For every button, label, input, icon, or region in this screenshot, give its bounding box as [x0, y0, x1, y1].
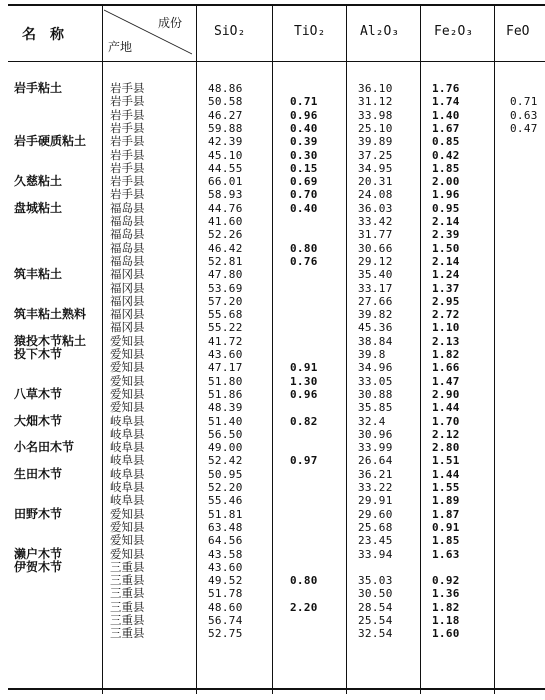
al2o3-cell: 33.98 [358, 108, 393, 122]
header-sio2: SiO₂ [214, 24, 246, 39]
origin-cell: 爱知县 [110, 333, 145, 348]
origin-cell: 三重县 [110, 613, 145, 627]
al2o3-cell: 37.25 [358, 148, 393, 162]
table-row [8, 521, 545, 534]
table-row [8, 162, 545, 175]
sio2-cell: 64.56 [208, 534, 243, 548]
fe2o3-cell: 1.74 [432, 95, 460, 109]
tio2-cell: 0.40 [290, 121, 318, 135]
al2o3-cell: 33.99 [358, 441, 393, 455]
header-component: 成份 [158, 16, 183, 30]
origin-cell: 爱知县 [110, 360, 145, 375]
table-row [8, 508, 545, 521]
al2o3-cell: 45.36 [358, 321, 393, 335]
tio2-cell: 1.30 [290, 374, 318, 388]
sio2-cell: 52.81 [208, 254, 243, 268]
fe2o3-cell: 1.76 [432, 82, 460, 95]
sio2-cell: 55.68 [208, 308, 243, 322]
origin-cell: 岐阜县 [110, 480, 145, 494]
fe2o3-cell: 1.87 [432, 507, 460, 521]
sio2-cell: 57.20 [208, 294, 243, 308]
al2o3-cell: 39.8 [358, 348, 386, 361]
fe2o3-cell: 2.90 [432, 387, 460, 401]
tio2-cell: 0.39 [290, 135, 318, 149]
sio2-cell: 63.48 [208, 520, 243, 534]
al2o3-cell: 23.45 [358, 534, 393, 548]
al2o3-cell: 36.03 [358, 201, 393, 215]
fe2o3-cell: 1.50 [432, 241, 460, 255]
al2o3-cell: 29.60 [358, 507, 393, 521]
al2o3-cell: 30.66 [358, 241, 393, 255]
al2o3-cell: 33.22 [358, 481, 393, 494]
sio2-cell: 52.42 [208, 454, 243, 468]
fe2o3-cell: 1.96 [432, 188, 460, 202]
table-row [8, 122, 545, 135]
sio2-cell: 51.78 [208, 587, 243, 601]
fe2o3-cell: 1.63 [432, 547, 460, 561]
table-row [8, 215, 545, 228]
al2o3-cell: 33.05 [358, 374, 393, 388]
name-cell: 筑丰粘土熟料 [14, 307, 87, 322]
origin-cell: 岩手县 [110, 160, 145, 175]
table-row [8, 481, 545, 494]
origin-cell: 岐阜县 [110, 493, 145, 508]
sio2-cell: 46.42 [208, 241, 243, 255]
sio2-cell: 44.55 [208, 161, 243, 175]
fe2o3-cell: 1.24 [432, 268, 460, 282]
origin-cell: 三重县 [110, 586, 145, 601]
header-origin: 产地 [108, 40, 133, 54]
fe2o3-cell: 1.70 [432, 414, 460, 428]
name-cell: 濑户木节 [14, 546, 63, 561]
fe2o3-cell: 2.00 [432, 175, 460, 189]
al2o3-cell: 26.64 [358, 454, 393, 468]
al2o3-cell: 33.94 [358, 547, 393, 561]
feo-cell: 0.71 [510, 95, 538, 109]
al2o3-cell: 30.50 [358, 587, 393, 601]
name-cell: 筑丰粘土 [14, 267, 63, 282]
sio2-cell: 53.69 [208, 281, 243, 295]
origin-cell: 三重县 [110, 626, 145, 641]
origin-cell: 岐阜县 [110, 440, 145, 455]
fe2o3-cell: 0.91 [432, 520, 460, 534]
tio2-cell: 0.97 [290, 454, 318, 468]
al2o3-cell: 32.4 [358, 414, 386, 428]
origin-cell: 三重县 [110, 573, 145, 588]
sio2-cell: 48.39 [208, 401, 243, 415]
origin-cell: 岐阜县 [110, 426, 145, 441]
origin-cell: 福冈县 [110, 320, 145, 335]
table-row [8, 295, 545, 308]
origin-cell: 岐阜县 [110, 453, 145, 468]
table-row [8, 268, 545, 281]
sio2-cell: 41.60 [208, 215, 243, 228]
table-bottom-rule [8, 688, 545, 690]
origin-cell: 福岛县 [110, 240, 145, 255]
fe2o3-cell: 1.60 [432, 627, 460, 641]
table-row [8, 228, 545, 241]
sio2-cell: 43.60 [208, 560, 243, 574]
name-cell: 猿投木节粘土 [14, 333, 87, 348]
name-cell: 岩手粘土 [14, 81, 63, 95]
fe2o3-cell: 1.36 [432, 587, 460, 601]
fe2o3-cell: 1.47 [432, 374, 460, 388]
name-cell: 田野木节 [14, 506, 63, 521]
table-row [8, 548, 545, 561]
origin-cell: 爱知县 [110, 533, 145, 548]
sio2-cell: 47.17 [208, 361, 243, 375]
origin-cell: 岩手县 [110, 134, 145, 149]
al2o3-cell: 39.89 [358, 135, 393, 149]
header-bottom-rule [8, 61, 545, 62]
tio2-cell: 0.82 [290, 414, 318, 428]
al2o3-cell: 31.12 [358, 95, 393, 109]
sio2-cell: 56.74 [208, 614, 243, 627]
fe2o3-cell: 2.12 [432, 427, 460, 441]
al2o3-cell: 36.10 [358, 82, 393, 95]
sio2-cell: 51.86 [208, 387, 243, 401]
table-row [8, 175, 545, 188]
origin-cell: 爱知县 [110, 400, 145, 415]
al2o3-cell: 27.66 [358, 294, 393, 308]
table-row [8, 561, 545, 574]
tio2-cell: 2.20 [290, 600, 318, 614]
sio2-cell: 49.52 [208, 574, 243, 588]
al2o3-cell: 25.68 [358, 520, 393, 534]
table-row [8, 308, 545, 321]
feo-cell: 0.47 [510, 121, 538, 135]
sio2-cell: 52.20 [208, 481, 243, 494]
fe2o3-cell: 1.55 [432, 481, 460, 494]
al2o3-cell: 35.85 [358, 401, 393, 415]
header-tio2: TiO₂ [294, 24, 326, 39]
table-row [8, 468, 545, 481]
sio2-cell: 58.93 [208, 188, 243, 202]
origin-cell: 爱知县 [110, 347, 145, 361]
table-row [8, 149, 545, 162]
name-cell: 久慈粘土 [14, 174, 63, 189]
sio2-cell: 55.46 [208, 494, 243, 508]
sio2-cell: 42.39 [208, 135, 243, 149]
fe2o3-cell: 1.89 [432, 494, 460, 508]
sio2-cell: 46.27 [208, 108, 243, 122]
sio2-cell: 43.60 [208, 348, 243, 361]
al2o3-cell: 25.10 [358, 121, 393, 135]
sio2-cell: 52.26 [208, 228, 243, 242]
name-cell: 大畑木节 [14, 413, 63, 428]
tio2-cell: 0.70 [290, 188, 318, 202]
name-cell: 小名田木节 [14, 440, 75, 455]
fe2o3-cell: 2.14 [432, 254, 460, 268]
table-row [8, 401, 545, 414]
origin-cell: 福岛县 [110, 253, 145, 268]
fe2o3-cell: 1.44 [432, 467, 460, 481]
al2o3-cell: 39.82 [358, 308, 393, 322]
name-cell: 八草木节 [14, 386, 63, 401]
table-top-rule [8, 4, 545, 6]
origin-cell: 岩手县 [110, 81, 145, 95]
fe2o3-cell: 2.95 [432, 294, 460, 308]
table-row [8, 242, 545, 255]
fe2o3-cell: 1.10 [432, 321, 460, 335]
table-row [8, 348, 545, 361]
sio2-cell: 48.86 [208, 82, 243, 95]
al2o3-cell: 28.54 [358, 600, 393, 614]
header-fe2o3: Fe₂O₃ [434, 24, 474, 39]
table-row [8, 574, 545, 587]
tio2-cell: 0.71 [290, 95, 318, 109]
origin-cell: 岩手县 [110, 174, 145, 189]
fe2o3-cell: 2.13 [432, 334, 460, 348]
sio2-cell: 51.40 [208, 414, 243, 428]
table-row [8, 534, 545, 547]
origin-cell: 岩手县 [110, 187, 145, 202]
al2o3-cell: 25.54 [358, 614, 393, 627]
al2o3-cell: 35.40 [358, 268, 393, 282]
fe2o3-cell: 1.82 [432, 600, 460, 614]
origin-cell: 爱知县 [110, 506, 145, 521]
origin-cell: 岩手县 [110, 94, 145, 109]
al2o3-cell: 30.96 [358, 427, 393, 441]
origin-cell: 福冈县 [110, 293, 145, 308]
sio2-cell: 48.60 [208, 600, 243, 614]
origin-cell: 三重县 [110, 599, 145, 614]
sio2-cell: 51.80 [208, 374, 243, 388]
origin-cell: 福冈县 [110, 280, 145, 295]
al2o3-cell: 29.12 [358, 254, 393, 268]
table-row [8, 321, 545, 334]
origin-cell: 爱知县 [110, 546, 145, 561]
sio2-cell: 41.72 [208, 334, 243, 348]
fe2o3-cell: 1.51 [432, 454, 460, 468]
sio2-cell: 66.01 [208, 175, 243, 189]
sio2-cell: 50.58 [208, 95, 243, 109]
origin-cell: 福岛县 [110, 200, 145, 215]
sio2-cell: 47.80 [208, 268, 243, 282]
fe2o3-cell: 0.85 [432, 135, 460, 149]
feo-cell: 0.63 [510, 108, 538, 122]
al2o3-cell: 36.21 [358, 467, 393, 481]
name-cell: 岩手硬质粘土 [14, 134, 87, 149]
fe2o3-cell: 2.80 [432, 441, 460, 455]
table-row [8, 95, 545, 108]
origin-cell: 爱知县 [110, 519, 145, 534]
origin-cell: 岐阜县 [110, 466, 145, 481]
table-row [8, 255, 545, 268]
table-row [8, 282, 545, 295]
fe2o3-cell: 2.39 [432, 228, 460, 242]
al2o3-cell: 34.96 [358, 361, 393, 375]
sio2-cell: 55.22 [208, 321, 243, 335]
fe2o3-cell: 1.40 [432, 108, 460, 122]
al2o3-cell: 31.77 [358, 228, 393, 242]
fe2o3-cell: 1.18 [432, 614, 460, 627]
sio2-cell: 51.81 [208, 507, 243, 521]
table-row [8, 375, 545, 388]
tio2-cell: 0.96 [290, 108, 318, 122]
name-cell: 盘城粘土 [14, 200, 63, 215]
tio2-cell: 0.80 [290, 241, 318, 255]
sio2-cell: 52.75 [208, 627, 243, 641]
sio2-cell: 43.58 [208, 547, 243, 561]
tio2-cell: 0.80 [290, 574, 318, 588]
origin-cell: 福岛县 [110, 214, 145, 228]
al2o3-cell: 35.03 [358, 574, 393, 588]
table-row [8, 361, 545, 374]
table-row [8, 188, 545, 201]
header-name: 名 称 [22, 27, 64, 43]
al2o3-cell: 30.88 [358, 387, 393, 401]
fe2o3-cell: 1.85 [432, 161, 460, 175]
sio2-cell: 44.76 [208, 201, 243, 215]
table-row [8, 454, 545, 467]
name-cell: 伊贺木节 [14, 559, 63, 574]
origin-cell: 爱知县 [110, 386, 145, 401]
tio2-cell: 0.76 [290, 254, 318, 268]
name-cell: 生田木节 [14, 466, 63, 481]
origin-cell: 岩手县 [110, 147, 145, 162]
table-row [8, 587, 545, 600]
composition-table [8, 4, 545, 694]
sio2-cell: 56.50 [208, 427, 243, 441]
tio2-cell: 0.96 [290, 387, 318, 401]
origin-cell: 福冈县 [110, 307, 145, 322]
table-row [8, 494, 545, 507]
header-al2o3: Al₂O₃ [360, 24, 400, 39]
table-row [8, 441, 545, 454]
al2o3-cell: 34.95 [358, 161, 393, 175]
table-row [8, 428, 545, 441]
tio2-cell: 0.15 [290, 161, 318, 175]
fe2o3-cell: 2.72 [432, 308, 460, 322]
name-cell: 投下木节 [14, 347, 63, 361]
tio2-cell: 0.69 [290, 175, 318, 189]
origin-cell: 福岛县 [110, 227, 145, 242]
fe2o3-cell: 2.14 [432, 215, 460, 228]
al2o3-cell: 20.31 [358, 175, 393, 189]
fe2o3-cell: 1.37 [432, 281, 460, 295]
fe2o3-cell: 1.85 [432, 534, 460, 548]
table-row [8, 415, 545, 428]
al2o3-cell: 33.17 [358, 281, 393, 295]
fe2o3-cell: 0.95 [432, 201, 460, 215]
fe2o3-cell: 1.67 [432, 121, 460, 135]
origin-cell: 爱知县 [110, 373, 145, 388]
fe2o3-cell: 1.82 [432, 348, 460, 361]
fe2o3-cell: 0.92 [432, 574, 460, 588]
origin-cell: 福冈县 [110, 267, 145, 282]
table-row [8, 627, 545, 640]
table-row [8, 335, 545, 348]
tio2-cell: 0.91 [290, 361, 318, 375]
sio2-cell: 45.10 [208, 148, 243, 162]
origin-cell: 岐阜县 [110, 413, 145, 428]
fe2o3-cell: 0.42 [432, 148, 460, 162]
sio2-cell: 59.88 [208, 121, 243, 135]
al2o3-cell: 24.08 [358, 188, 393, 202]
al2o3-cell: 33.42 [358, 215, 393, 228]
table-row [8, 135, 545, 148]
origin-cell: 岩手县 [110, 107, 145, 122]
table-row [8, 601, 545, 614]
table-row [8, 202, 545, 215]
al2o3-cell: 32.54 [358, 627, 393, 641]
origin-cell: 三重县 [110, 559, 145, 574]
al2o3-cell: 38.84 [358, 334, 393, 348]
table-row [8, 82, 545, 95]
table-row [8, 388, 545, 401]
al2o3-cell: 29.91 [358, 494, 393, 508]
fe2o3-cell: 1.66 [432, 361, 460, 375]
tio2-cell: 0.30 [290, 148, 318, 162]
table-row [8, 109, 545, 122]
sio2-cell: 50.95 [208, 467, 243, 481]
table-row [8, 614, 545, 627]
origin-cell: 岩手县 [110, 120, 145, 135]
sio2-cell: 49.00 [208, 441, 243, 455]
tio2-cell: 0.40 [290, 201, 318, 215]
fe2o3-cell: 1.44 [432, 401, 460, 415]
header-feo: FeO [506, 24, 530, 39]
